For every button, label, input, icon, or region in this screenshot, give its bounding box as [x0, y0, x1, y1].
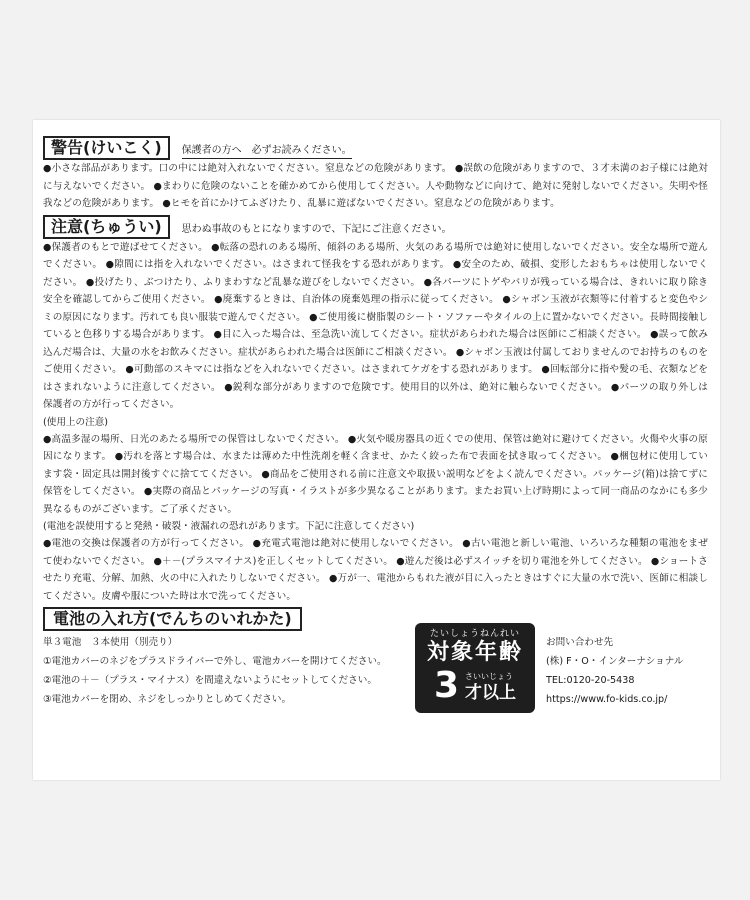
contact-tel: TEL:0120-20-5438: [546, 675, 635, 686]
age-badge-unit-stack: [465, 672, 516, 704]
age-badge-label: 対象年齢: [426, 640, 523, 665]
battery-caution-heading: (電池を誤使用すると発熱・破裂・液漏れの恐れがあります。下記に注意してください): [43, 521, 415, 532]
bottom-section: [43, 607, 708, 715]
warning-subtitle: 保護者の方へ 必ずお読みください。: [182, 144, 352, 159]
contact-block: [546, 633, 683, 709]
warning-text: ●小さな部品があります。口の中には絶対入れないでください。窒息などの危険があります。 ●誤飲の危険がありますので、３才未満のお子様には絶対に与えないでください。 ●まわりに危険のないことを確かめてから使用してください。人や動物などに向けて、絶対に発射しないでください。失明や怪我などの危険があります。 ●ヒモを首にかけてふざけたり、乱暴に遊ばないでください。窒息などの危険があります。: [43, 163, 708, 209]
usage-text: ●高温多湿の場所、日光のあたる場所での保管はしないでください。 ●火気や暖房器具の近くでの使用、保管は絶対に避けてください。火傷や火事の原因になります。 ●汚れを落とす場合は、水または薄めた中性洗剤を軽く含ませ、かたく絞った布で表面を拭き取ってください。 ●梱包材に使用しています袋・固定具は開封後すぐに捨ててください。 ●商品をご使用される前に注意文や取扱い説明などをよく読んでください。パッケージ(箱)は捨てずに保管をしてください。 ●実際の商品とパッケージの写真・イラストが多少異なることがあります。またお買い上げ時期によって同一商品のなかにも多少異なるものがございます。ご了承ください。: [43, 433, 708, 515]
contact-heading: お問い合わせ先: [546, 637, 614, 648]
contact-url[interactable]: https://www.fo-kids.co.jp/: [546, 694, 668, 705]
age-badge-unit-ruby: さいいじょう: [465, 672, 514, 681]
battery-caution-text: ●電池の交換は保護者の方が行ってください。 ●充電式電池は絶対に使用しないでください。 ●古い電池と新しい電池、いろいろな種類の電池をまぜて使わないでください。 ●＋－(プラスマイナス)を正しくセットしてください。 ●遊んだ後は必ずスイッチを切り電池を外してください。 ●ショートさせたり充電、分解、加熱、火の中に入れたりしないでください。 ●万が一、電池からもれた液が目に入ったときはすぐに大量の水で洗い、医師に相談してください。皮膚や服についた時は水で洗ってください。: [43, 538, 708, 602]
warning-title: 警告(けいこく): [43, 136, 170, 160]
age-badge-number: 3: [433, 665, 460, 706]
caution-header: [43, 215, 708, 239]
battery-step: ②電池の＋－（プラス・マイナス）を間違えないようにセットしてください。: [43, 675, 377, 686]
caution-title: 注意(ちゅうい): [43, 215, 170, 239]
contact-company: (株) F・O・インターナショナル: [546, 656, 684, 667]
caution-subtitle: 思わぬ事故のもとになりますので、下記にご注意ください。: [181, 223, 452, 235]
sheet-content: [43, 134, 708, 715]
age-badge-unit: 才以上: [465, 683, 517, 703]
warning-header: [43, 136, 708, 160]
battery-step: ③電池カバーを閉め、ネジをしっかりとしめてください。: [43, 694, 292, 705]
battery-steps: [43, 633, 387, 709]
instruction-sheet: [33, 120, 720, 780]
age-badge-row: [415, 665, 535, 706]
battery-title: 電池の入れ方(でんちのいれかた): [43, 607, 302, 631]
battery-step: ①電池カバーのネジをプラスドライバーで外し、電池カバーを開けてください。: [43, 656, 387, 667]
age-badge: [415, 623, 535, 713]
age-badge-ruby: たいしょうねんれい: [429, 629, 520, 639]
caution-text: ●保護者のもとで遊ばせてください。 ●転落の恐れのある場所、傾斜のある場所、火気のある場所では絶対に使用しないでください。安全な場所で遊んでください。 ●隙間には指を入れないでください。はさまれて怪我をする恐れがあります。 ●安全のため、破損、変形したおもちゃは使用しないでください。 ●投げたり、ぶつけたり、ふりまわすなど乱暴な遊びをしないでください。 ●各パーツにトゲやバリが残っている場合は、きれいに取り除き安全を確認してからご使用ください。 ●廃棄するときは、自治体の廃棄処理の指示に従ってください。 ●シャボン玉液が衣類等に付着すると変色やシミの原因になります。汚れても良い服装で遊んでください。 ●ご使用後に樹脂製のシート・ソファーやタイルの上に置かないでください。長時間接触していると色移りする場合があります。 ●目に入った場合は、至急洗い流してください。症状があらわれた場合は医師にご相談ください。 ●誤って飲み込んだ場合は、大量の水をお飲みください。症状があらわれた場合は医師にご相談ください。 ●シャボン玉液は付属しておりませんのでお持ちのものをご使用ください。 ●可動部のスキマには指などを入れないでください。はさまれてケガをする恐れがあります。 ●回転部分に指や髪の毛、衣類などをはさまれないように注意してください。 ●鋭利な部分がありますので危険です。使用目的以外は、絶対に触らないでください。 ●パーツの取り外しは保護者の方が行ってください。: [43, 241, 708, 410]
usage-heading: (使用上の注意): [43, 416, 109, 428]
battery-spec: 単３電池 ３本使用（別売り）: [43, 637, 178, 648]
